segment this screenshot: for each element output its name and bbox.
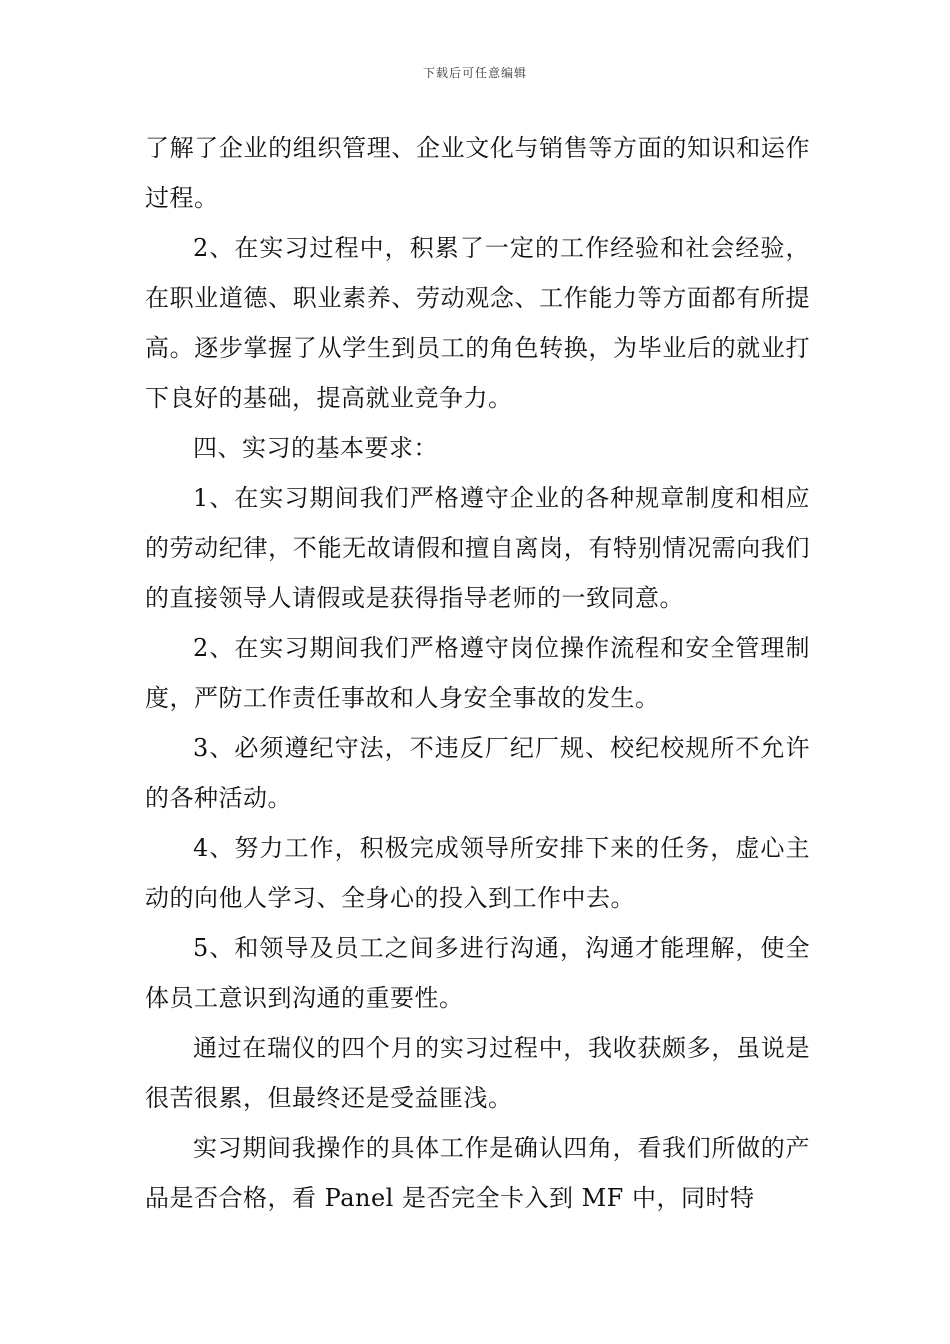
requirement-item-1: 1、在实习期间我们严格遵守企业的各种规章制度和相应的劳动纪律，不能无故请假和擅自离岗，有特别情况需向我们的直接领导人请假或是获得指导老师的一致同意。: [145, 484, 810, 612]
document-body: [145, 123, 810, 1223]
paragraph-reflection: 通过在瑞仪的四个月的实习过程中，我收获颇多，虽说是很苦很累，但最终还是受益匪浅。: [145, 1034, 810, 1112]
paragraph-work-description: 实习期间我操作的具体工作是确认四角，看我们所做的产品是否合格，看 Panel 是否完全卡入到 MF 中，同时特: [145, 1134, 810, 1212]
requirement-item-2: 2、在实习期间我们严格遵守岗位操作流程和安全管理制度，严防工作责任事故和人身安全事故的发生。: [145, 634, 810, 712]
requirement-item-3: 3、必须遵纪守法，不违反厂纪厂规、校纪校规所不允许的各种活动。: [145, 734, 810, 812]
paragraph-continuation: 了解了企业的组织管理、企业文化与销售等方面的知识和运作过程。: [145, 134, 810, 212]
requirement-item-4: 4、努力工作，积极完成领导所安排下来的任务，虚心主动的向他人学习、全身心的投入到工作中去。: [145, 834, 810, 912]
section-heading-requirements: 四、实习的基本要求：: [193, 434, 438, 462]
requirement-item-5: 5、和领导及员工之间多进行沟通，沟通才能理解，使全体员工意识到沟通的重要性。: [145, 934, 810, 1012]
paragraph-item-2-experience: 2、在实习过程中，积累了一定的工作经验和社会经验，在职业道德、职业素养、劳动观念、工作能力等方面都有所提高。逐步掌握了从学生到员工的角色转换，为毕业后的就业打下良好的基础，提高就业竞争力。: [145, 234, 810, 412]
page-header-note: 下载后可任意编辑: [422, 66, 527, 80]
